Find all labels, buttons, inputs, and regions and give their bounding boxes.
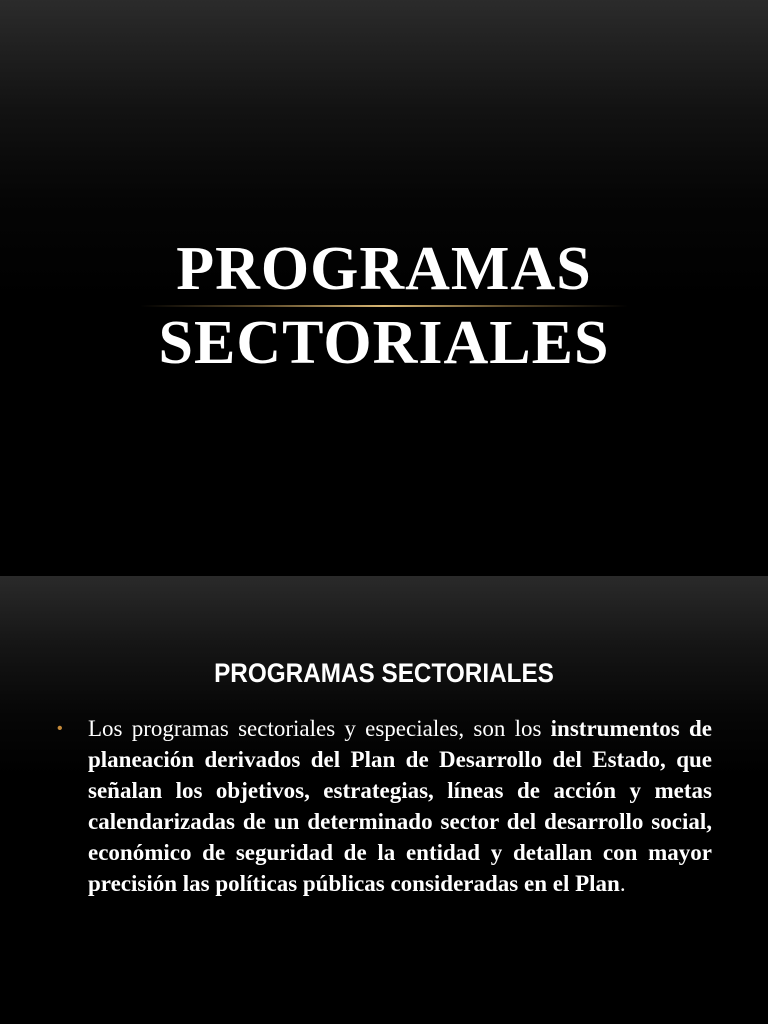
paragraph-intro: Los programas sectoriales y especiales, son los: [88, 716, 551, 741]
bullet-icon: •: [57, 720, 63, 737]
content-slide: [0, 576, 768, 1024]
title-line-1: PROGRAMAS: [176, 235, 592, 303]
title-divider: [140, 305, 628, 307]
slide-heading: PROGRAMAS SECTORIALES: [214, 658, 554, 688]
paragraph-bold: instrumentos de planeación derivados del Plan de Desarrollo del Estado, que señalan los objetivos, estrategias, líneas de acción y metas calendarizadas de un determinado sector del desarrollo social, económico de seguridad de la entidad y detallan con mayor precisión las políticas públicas consideradas en el Plan: [88, 716, 712, 896]
paragraph-end: .: [619, 871, 626, 896]
bullet-paragraph: [88, 713, 712, 899]
title-line-2: SECTORIALES: [158, 309, 610, 377]
